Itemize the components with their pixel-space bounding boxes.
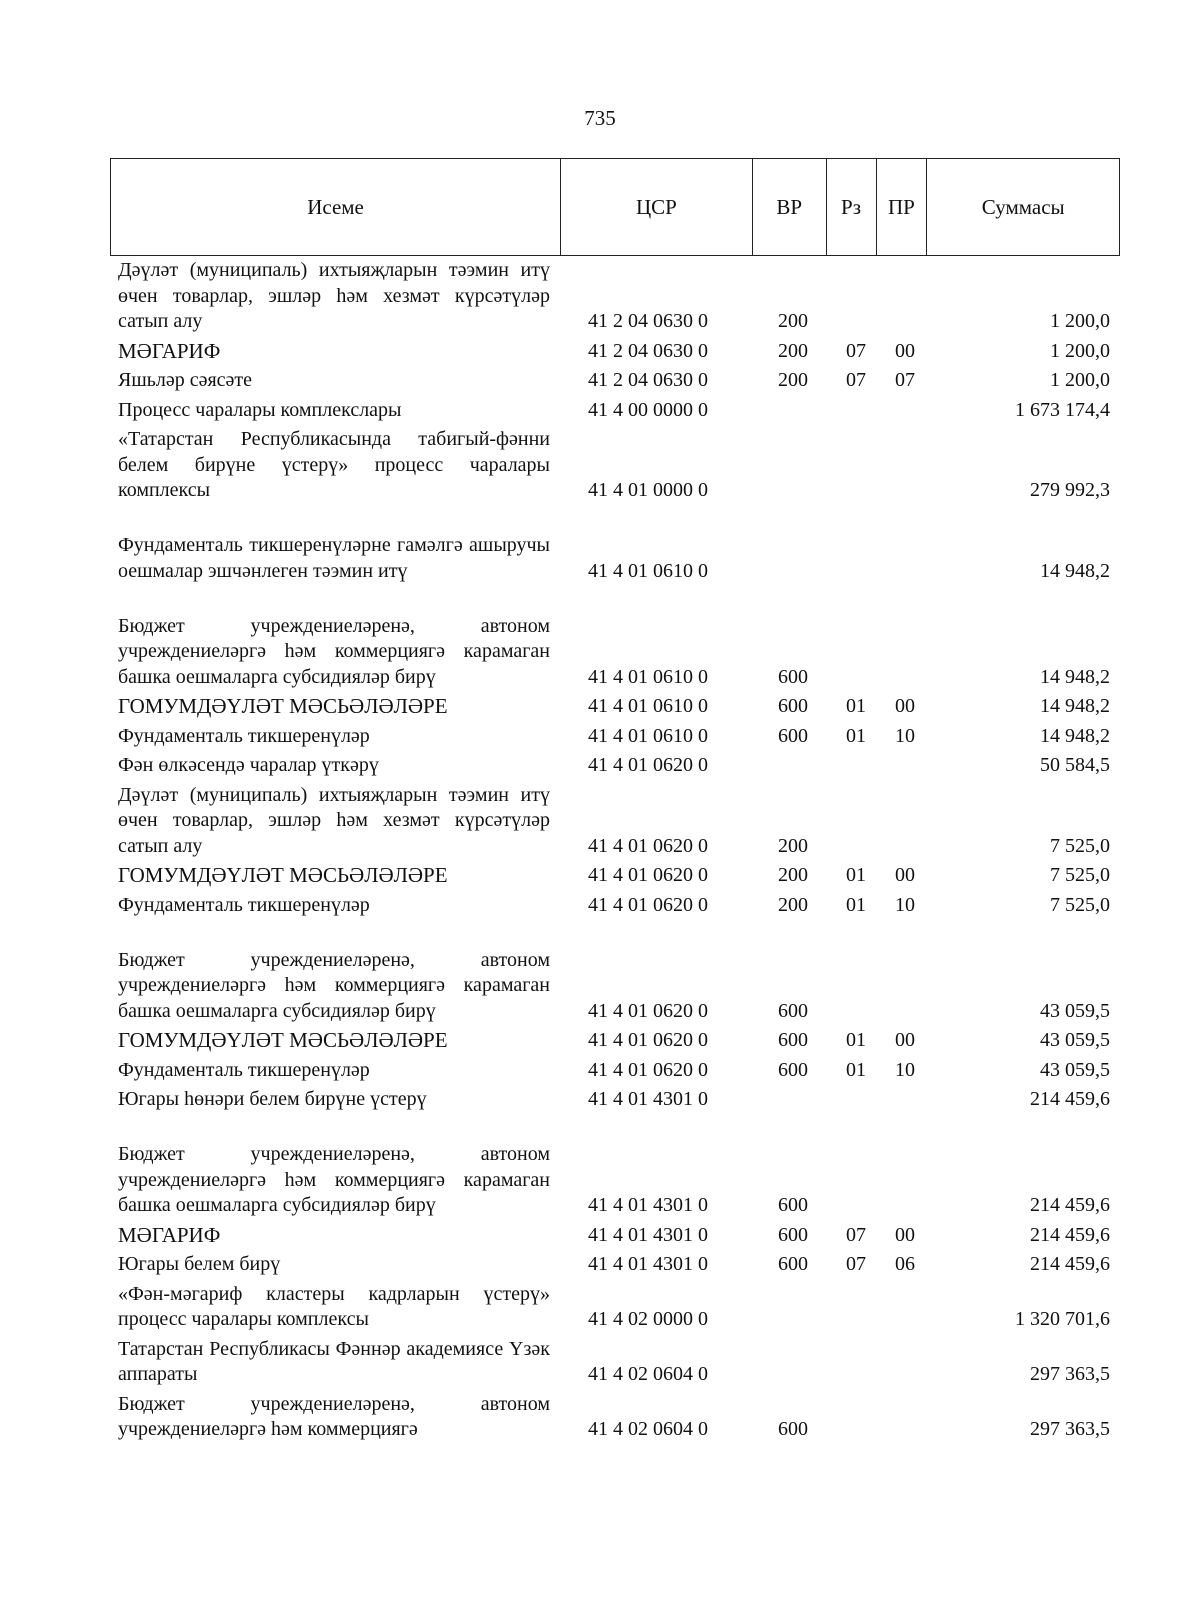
row-sum: 214 459,6 [1030, 1223, 1110, 1246]
table-row [0, 1392, 1200, 1443]
table-row [0, 1282, 1200, 1333]
row-csr: 41 4 02 0604 0 [588, 1363, 708, 1385]
row-csr: 41 4 01 0610 0 [588, 695, 708, 717]
row-csr: 41 4 01 0610 0 [588, 559, 708, 582]
row-sum: 14 948,2 [1040, 559, 1110, 582]
row-rz: 01 [846, 695, 866, 717]
table-row [0, 783, 1200, 860]
table-row [0, 1223, 1200, 1249]
table-row [0, 1087, 1200, 1113]
table-row [0, 398, 1200, 424]
row-sum: 1 200,0 [1050, 339, 1110, 362]
row-vr: 200 [778, 834, 808, 857]
row-sum: 279 992,3 [1030, 479, 1110, 501]
row-vr: 600 [778, 1253, 808, 1275]
row-name: Процесс чаралары комплекслары [118, 398, 402, 421]
row-name: Бюджет учреждениеләренә, автоном учреждениеләргә һәм коммерциягә карамаган башка оешмаларга субсидияләр бирү [118, 1143, 550, 1216]
table-row [0, 724, 1200, 750]
row-csr: 41 2 04 0630 0 [588, 339, 708, 362]
table-row [0, 694, 1200, 720]
row-name: Фундаменталь тикшеренүләр [118, 893, 370, 916]
row-sum: 214 459,6 [1030, 1194, 1110, 1216]
row-vr: 200 [778, 310, 808, 332]
row-csr: 41 4 01 0610 0 [588, 724, 708, 747]
row-name: «Татарстан Республикасында табигый-фәнни белем бирүне үстерү» процесс чаралары комплексы [118, 428, 550, 501]
row-name: Фән өлкәсендә чаралар үткәрү [118, 754, 379, 776]
row-vr: 600 [778, 665, 808, 688]
table-row [0, 893, 1200, 919]
row-name: ГОМУМДӘҮЛӘТ МӘСЬӘЛӘЛӘРЕ [118, 1028, 448, 1052]
table-row [0, 508, 1200, 585]
row-name: Дәүләт (муниципаль) ихтыяҗларын тәэмин итү өчен товарлар, эшләр һәм хезмәт күрсәтүләр сатып алу [118, 783, 550, 857]
header-sum: Суммасы [981, 194, 1065, 219]
row-name: Татарстан Республикасы Фәннәр академиясе Үзәк аппараты [118, 1337, 550, 1385]
row-csr: 41 4 01 0620 0 [588, 1029, 708, 1051]
row-name: Бюджет учреждениеләренә, автоном учреждениеләргә һәм коммерциягә карамаган башка оешмаларга субсидияләр бирү [118, 948, 550, 1022]
row-sum: 214 459,6 [1030, 1253, 1110, 1275]
row-sum: 7 525,0 [1050, 864, 1110, 886]
table-row [0, 863, 1200, 889]
row-rz: 07 [846, 339, 866, 362]
row-pr: 00 [895, 1029, 915, 1051]
row-pr: 10 [895, 1058, 915, 1081]
row-name: Бюджет учреждениеләренә, автоном учреждениеләргә һәм коммерциягә [118, 1392, 550, 1440]
row-sum: 43 059,5 [1040, 1029, 1110, 1051]
row-vr: 600 [778, 999, 808, 1022]
row-csr: 41 2 04 0630 0 [588, 369, 708, 391]
row-csr: 41 4 01 4301 0 [588, 1088, 708, 1110]
table-row [0, 339, 1200, 365]
row-pr: 06 [895, 1253, 915, 1275]
table-row [0, 1058, 1200, 1084]
row-rz: 07 [846, 1253, 866, 1275]
row-csr: 41 4 01 0000 0 [588, 479, 708, 501]
table-body [0, 258, 1200, 1443]
table-row [0, 1252, 1200, 1278]
row-csr: 41 4 01 0620 0 [588, 999, 708, 1022]
row-name: МӘГАРИФ [118, 338, 221, 363]
row-sum: 14 948,2 [1040, 695, 1110, 717]
table-header [110, 158, 1120, 256]
header-csr: ЦСР [561, 159, 753, 255]
row-rz: 01 [846, 724, 866, 747]
row-name: Фундаменталь тикшеренүләр [118, 724, 370, 747]
row-pr: 00 [895, 339, 915, 362]
row-rz: 01 [846, 864, 866, 886]
row-sum: 297 363,5 [1030, 1418, 1110, 1440]
row-rz: 01 [846, 1058, 866, 1081]
row-name: Фундаменталь тикшеренүләр [118, 1058, 370, 1081]
row-rz: 07 [846, 369, 866, 391]
row-pr: 07 [895, 369, 915, 391]
row-csr: 41 4 02 0000 0 [588, 1308, 708, 1330]
row-rz: 07 [846, 1223, 866, 1246]
row-name: Яшьләр сәясәте [118, 369, 253, 391]
row-csr: 41 4 01 4301 0 [588, 1223, 708, 1246]
table-row [0, 922, 1200, 1024]
row-csr: 41 2 04 0630 0 [588, 310, 708, 332]
row-csr: 41 4 01 0620 0 [588, 1058, 708, 1081]
row-csr: 41 4 00 0000 0 [588, 398, 708, 421]
row-sum: 1 200,0 [1050, 369, 1110, 391]
row-name: Дәүләт (муниципаль) ихтыяҗларын тәэмин итү өчен товарлар, эшләр һәм хезмәт күрсәтүләр сатып алу [118, 259, 550, 332]
row-rz: 01 [846, 893, 866, 916]
row-name: Фундаменталь тикшеренүләрне гамәлгә ашыручы оешмалар эшчәнлеген тәэмин итү [118, 534, 550, 582]
header-rz: Рз [827, 159, 877, 255]
row-vr: 200 [778, 893, 808, 916]
row-rz: 01 [846, 1029, 866, 1051]
row-vr: 200 [778, 864, 808, 886]
table-row [0, 588, 1200, 690]
table-row [0, 753, 1200, 779]
row-pr: 10 [895, 724, 915, 747]
row-vr: 600 [778, 1194, 808, 1216]
row-csr: 41 4 01 4301 0 [588, 1194, 708, 1216]
row-name: «Фән-мәгариф кластеры кадрларын үстерү» процесс чаралары комплексы [118, 1282, 550, 1330]
header-vr: ВР [753, 159, 827, 255]
row-vr: 600 [778, 695, 808, 717]
table-row [0, 427, 1200, 504]
row-csr: 41 4 01 4301 0 [588, 1253, 708, 1275]
row-csr: 41 4 02 0604 0 [588, 1418, 708, 1440]
row-name: МӘГАРИФ [118, 1222, 221, 1247]
row-sum: 297 363,5 [1030, 1363, 1110, 1385]
row-vr: 600 [778, 1058, 808, 1081]
row-pr: 00 [895, 1223, 915, 1246]
row-sum: 1 673 174,4 [1015, 398, 1110, 421]
row-pr: 00 [895, 695, 915, 717]
table-row [0, 1028, 1200, 1054]
row-sum: 214 459,6 [1030, 1088, 1110, 1110]
row-sum: 14 948,2 [1040, 665, 1110, 688]
row-sum: 43 059,5 [1040, 999, 1110, 1022]
row-vr: 200 [778, 369, 808, 391]
page-number: 735 [584, 106, 616, 130]
row-name: Югары һөнәри белем бирүне үстерү [118, 1088, 427, 1110]
row-vr: 600 [778, 1418, 808, 1440]
row-csr: 41 4 01 0620 0 [588, 864, 708, 886]
row-sum: 50 584,5 [1040, 754, 1110, 776]
row-name: Югары белем бирү [118, 1253, 281, 1275]
row-csr: 41 4 01 0620 0 [588, 834, 708, 857]
row-name: ГОМУМДӘҮЛӘТ МӘСЬӘЛӘЛӘРЕ [118, 694, 448, 718]
row-vr: 600 [778, 1029, 808, 1051]
row-sum: 1 200,0 [1050, 310, 1110, 332]
table-row [0, 368, 1200, 394]
table-row [0, 258, 1200, 335]
row-name: ГОМУМДӘҮЛӘТ МӘСЬӘЛӘЛӘРЕ [118, 863, 448, 887]
row-pr: 00 [895, 864, 915, 886]
row-vr: 600 [778, 724, 808, 747]
row-sum: 43 059,5 [1040, 1058, 1110, 1081]
row-csr: 41 4 01 0620 0 [588, 754, 708, 776]
table-row [0, 1117, 1200, 1219]
row-sum: 14 948,2 [1040, 724, 1110, 747]
row-sum: 7 525,0 [1050, 893, 1110, 916]
table-row [0, 1337, 1200, 1388]
row-sum: 1 320 701,6 [1015, 1308, 1110, 1330]
row-name: Бюджет учреждениеләренә, автоном учреждениеләргә һәм коммерциягә карамаган башка оешмаларга субсидияләр бирү [118, 614, 550, 688]
row-vr: 200 [778, 339, 808, 362]
row-csr: 41 4 01 0620 0 [588, 893, 708, 916]
row-sum: 7 525,0 [1050, 834, 1110, 857]
row-vr: 600 [778, 1223, 808, 1246]
header-pr: ПР [877, 159, 928, 255]
row-pr: 10 [895, 893, 915, 916]
row-csr: 41 4 01 0610 0 [588, 665, 708, 688]
header-name: Исеме [111, 159, 561, 255]
